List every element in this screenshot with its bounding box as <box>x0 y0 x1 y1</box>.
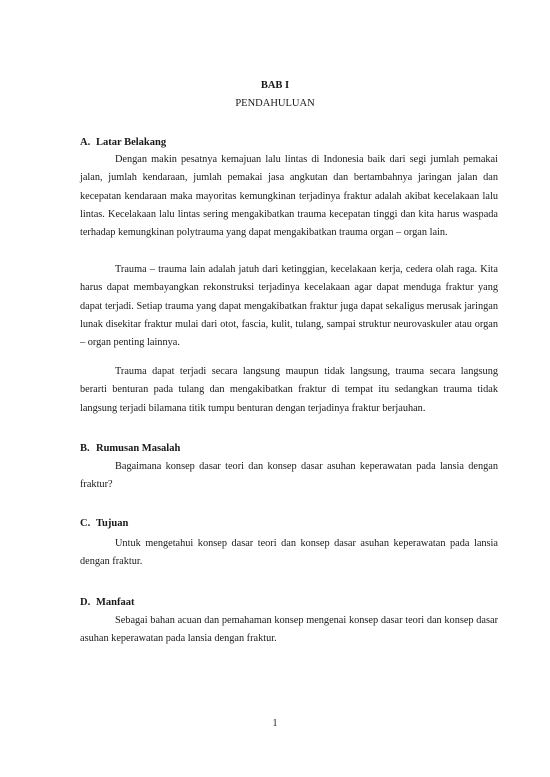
paragraph: Sebagai bahan acuan dan pemahaman konsep mengenai konsep dasar teori dan konsep dasar asuhan keperawatan pada lansia dengan fraktur. <box>80 615 498 645</box>
paragraph: Dengan makin pesatnya kemajuan lalu lintas di Indonesia baik dari segi jumlah pemakai jalan, jumlah kendaraan, jumlah pemakai jasa angkutan dan bertambahnya jaringan jalan dan kecepatan kendaraan maka mayoritas kemungkinan terjadinya fraktur adalah akibat kecelakaan lalu lintas. Kecelakaan lalu lintas sering mengakibatkan trauma kecepatan tinggi dan kita harus waspada terhadap kemungkinan polytrauma yang dapat mengakibatkan trauma organ – organ lain. <box>80 154 498 239</box>
section-heading-latar-belakang <box>80 137 166 148</box>
section-letter: A. <box>80 137 91 148</box>
page-title: PENDAHULUAN <box>235 98 315 109</box>
section-title: Manfaat <box>96 597 135 608</box>
section-letter: D. <box>80 597 91 608</box>
section-letter: C. <box>80 518 91 529</box>
section-title: Latar Belakang <box>96 137 167 148</box>
page-number: 1 <box>272 718 278 729</box>
section-heading-manfaat <box>80 597 135 608</box>
section-heading-tujuan <box>80 518 128 529</box>
paragraph: Trauma dapat terjadi secara langsung maupun tidak langsung, trauma secara langsung berarti benturan pada tulang dan mengakibatkan fraktur di tempat itu sedangkan trauma tidak langsung terjadi bilamana titik tumpu benturan dengan terjadinya fraktur berjauhan. <box>80 366 498 414</box>
paragraph: Trauma – trauma lain adalah jatuh dari ketinggian, kecelakaan kerja, cedera olah raga. Kita harus dapat membayangkan rekonstruksi terjadinya kecelakaan agar dapat menduga fraktur yang dapat terjadi. Setiap trauma yang dapat mengakibatkan fraktur juga dapat sekaligus merusak jaringan lunak disekitar fraktur mulai dari otot, fascia, kulit, tulang, sampai struktur neurovaskuler atau organ – organ penting lainnya. <box>80 264 498 349</box>
section-letter: B. <box>80 443 90 454</box>
section-heading-rumusan-masalah <box>80 443 180 454</box>
paragraph: Untuk mengetahui konsep dasar teori dan konsep dasar asuhan keperawatan pada lansia dengan fraktur. <box>80 538 498 568</box>
chapter-label: BAB I <box>260 80 290 91</box>
section-title: Tujuan <box>96 518 129 529</box>
paragraph: Bagaimana konsep dasar teori dan konsep dasar asuhan keperawatan pada lansia dengan fraktur? <box>80 461 498 491</box>
section-title: Rumusan Masalah <box>96 443 181 454</box>
